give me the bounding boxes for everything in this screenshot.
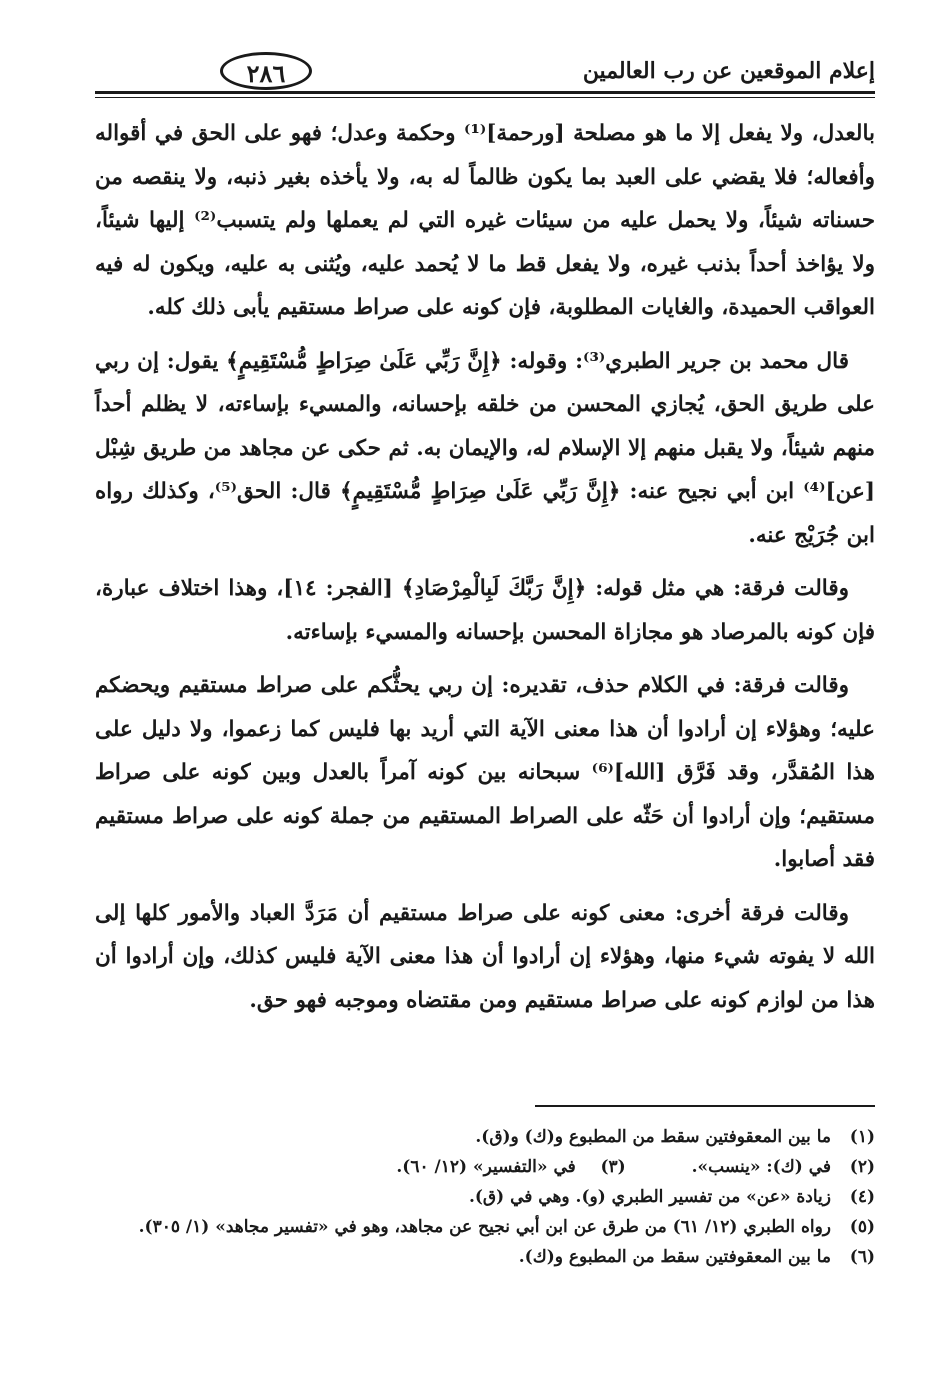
footnote-text-row (95, 1152, 831, 1182)
paragraph-1: بالعدل، ولا يفعل إلا ما هو مصلحة [ورحمة]⁽¹⁾ وحكمة وعدل؛ فهو على الحق في أقواله وأفعاله؛ فلا يقضي على العبد بما يكون ظالماً له به، ولا يأخذه بغير ذنبه، ولا ينقصه من حسناته شيئاً، ولا يحمل عليه من سيئات غيره التي لم يعملها ولم يتسبب⁽²⁾ إليها شيئاً، ولا يؤاخذ أحداً بذنب غيره، ولا يفعل قط ما لا يُحمد عليه، ويُثنى به عليه، ويكون له فيه العواقب الحميدة، والغايات المطلوبة، فإن كونه على صراط مستقيم يأبى ذلك كله. (95, 121, 876, 320)
footnote-5 (95, 1212, 875, 1242)
footnote-text: ما بين المعقوفتين سقط من المطبوع و(ك) و(ق). (475, 1127, 831, 1147)
footnote-number: (٣) (600, 1157, 626, 1177)
footnote-6 (95, 1242, 875, 1272)
footnote-text: في (ك): «ينسب». (691, 1157, 831, 1177)
footnote-number: (٦) (849, 1247, 875, 1267)
footnote-text: في «التفسير» (١٢/ ٦٠). (396, 1157, 576, 1177)
footnote-1 (95, 1122, 875, 1152)
page-number: ٢٨٦ (246, 59, 286, 88)
paragraph-4: وقالت فرقة: في الكلام حذف، تقديره: إن ربي يحثُّكم على صراط مستقيم ويحضكم عليه؛ وهؤلاء إن أرادوا أن هذا معنى الآية التي أريد بها فليس كما زعموا، ولا دليل على هذا المُقدَّر، وقد فَرَّق [الله]⁽⁶⁾ سبحانه بين كونه آمراً بالعدل وبين كونه على صراط مستقيم؛ وإن أرادوا أن حَثّه على الصراط المستقيم من جملة كونه على صراط مستقيم فقد أصابوا. (95, 673, 875, 872)
footnote-text: ما بين المعقوفتين سقط من المطبوع و(ك). (518, 1247, 831, 1267)
footnote-text: رواه الطبري (١٢/ ٦١) من طرق عن ابن أبي نجيح عن مجاهد، وهو في «تفسير مجاهد» (١/ ٣٠٥). (138, 1217, 831, 1237)
paragraph-3: وقالت فرقة: هي مثل قوله: ﴿إِنَّ رَبَّكَ لَبِالْمِرْصَادِ﴾ [الفجر: ١٤]، وهذا اختلاف عبارة، فإن كونه بالمرصاد هو مجازاة المحسن بإحسانه والمسيء بإساءته. (95, 576, 875, 645)
footnote-4 (95, 1182, 875, 1212)
header-rule-thin (95, 97, 875, 98)
footnote-number: (٥) (849, 1217, 875, 1237)
page-header (95, 52, 875, 98)
footnote-2-3 (95, 1152, 875, 1182)
footnote-separator (535, 1105, 875, 1107)
body-text (95, 112, 875, 1032)
paragraph-5: وقالت فرقة أخرى: معنى كونه على صراط مستقيم أن مَرَدَّ العباد والأمور كلها إلى الله لا يفوته شيء منها، وهؤلاء إن أرادوا أن هذا معنى الآية فليس كذلك، وإن أرادوا أن هذا من لوازم كونه على صراط مستقيم ومن مقتضاه وموجبه فهو حق. (95, 900, 875, 1013)
running-title: إعلام الموقعين عن رب العالمين (582, 58, 875, 84)
page-number-badge (220, 52, 312, 90)
footnote-number: (١) (849, 1127, 875, 1147)
footnotes (95, 1122, 875, 1272)
header-rule-thick (95, 91, 875, 94)
footnote-number: (٢) (849, 1157, 875, 1177)
paragraph-2: قال محمد بن جرير الطبري⁽³⁾: وقوله: ﴿إِنَّ رَبِّي عَلَىٰ صِرَاطٍ مُّسْتَقِيمٍ﴾ يقول: إن ربي على طريق الحق، يُجازي المحسن من خلقه بإحسانه، والمسيء بإساءته، لا يظلم أحداً منهم شيئاً، ولا يقبل منهم إلا الإسلام له، والإيمان به. ثم حكى عن مجاهد من طريق شِبْل [عن]⁽⁴⁾ ابن أبي نجيح عنه: ﴿إِنَّ رَبِّي عَلَىٰ صِرَاطٍ مُّسْتَقِيمٍ﴾ قال: الحق⁽⁵⁾، وكذلك رواه ابن جُرَيْج عنه. (95, 348, 876, 548)
footnote-number: (٤) (849, 1187, 875, 1207)
footnote-text: زيادة «عن» من تفسير الطبري (و). وهي في (ق). (468, 1187, 831, 1207)
